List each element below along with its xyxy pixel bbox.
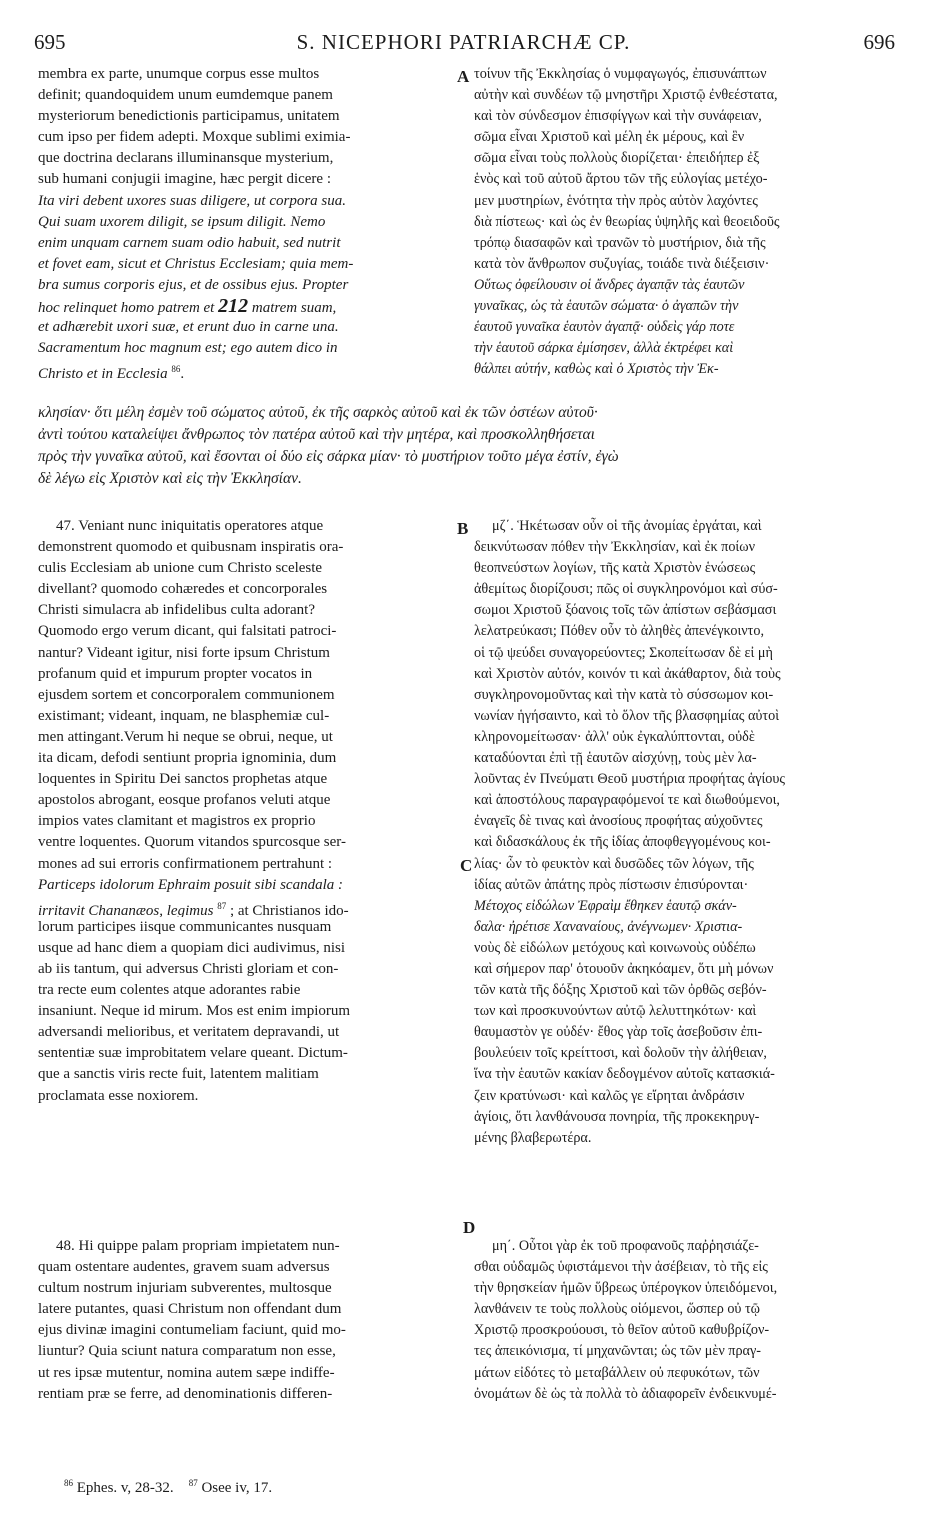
- page-header: [0, 30, 927, 60]
- text-line: Qui suam uxorem diligit, se ipsum diligit. Nemo: [38, 213, 326, 230]
- text-line: δεικνύτωσαν πόθεν τὴν Ἐκκλησίαν, καὶ ἐκ ποίων: [474, 539, 755, 556]
- marker-d: D: [463, 1218, 476, 1237]
- text-line: apostolos abrogant, eosque profanos veluti atque: [38, 792, 331, 809]
- footnote-86: Ephes. v, 28-32.: [76, 1480, 174, 1496]
- text-line: [38, 296, 453, 317]
- text-line: divellant? quomodo cohæredes et concorporales: [38, 581, 328, 598]
- text-line: et fovet eam, sicut et Christus Ecclesiam; quia mem-: [38, 255, 354, 272]
- text-line: μζ΄. Ἡκέτωσαν οὖν οἱ τῆς ἀνομίας ἐργάται, καὶ: [492, 518, 762, 534]
- text-line: τῶν κατὰ τῆς δόξης Χριστοῦ καὶ τῶν ὀρθῶς σεβόν-: [474, 982, 767, 999]
- text-line: liuntur? Quia sciunt natura comparatum non esse,: [38, 1343, 336, 1360]
- text-line: adversandi melioribus, et veritatem depravandi, ut: [38, 1024, 340, 1041]
- text-line: bra sumus corporis ejus, et de ossibus ejus. Propter: [38, 276, 349, 293]
- text-line: μένης βλαβερωτέρα.: [474, 1129, 592, 1146]
- footnote-ref: 87: [217, 900, 227, 911]
- text-line: Οὕτως ὀφείλουσιν οἱ ἄνδρες ἀγαπᾷν τὰς ἑαυτῶν: [474, 276, 745, 293]
- footnote-mark: 87: [188, 1478, 198, 1488]
- latin-column-section-47: [38, 516, 453, 1107]
- text-line: σῶμα εἶναι τοὺς πολλοὺς διορίζεται· ἐπειδήπερ ἐξ: [474, 150, 760, 167]
- text-line: men attingant.Verum hi neque se obrui, neque, ut: [38, 728, 333, 745]
- text-line: ejus divinæ imagini contumeliam faciunt, quid mo-: [38, 1322, 346, 1339]
- text-line: ἑαυτοῦ γυναῖκα ἑαυτὸν ἀγαπᾷ· οὐδεὶς γάρ ποτε: [474, 319, 735, 336]
- text-line: ὀνομάτων δὲ ὡς τὰ πολλὰ τὸ ἀδιαφορεῖν ἐνδεικνυμέ-: [474, 1385, 777, 1402]
- text-line: ejusdem sortem et concorporalem communionem: [38, 686, 335, 703]
- text-line: mysteriorum benedictionis participamus, unitatem: [38, 108, 340, 125]
- text-line: Quomodo ergo verum dicant, qui falsitati patroci-: [38, 623, 337, 640]
- text-line: definit; quandoquidem unum eumdemque panem: [38, 87, 333, 104]
- greek-quotation-fullwidth: [38, 402, 894, 490]
- text-line: σῶμα εἶναι Χριστοῦ καὶ μέλη ἐκ μέρους, καὶ ἓν: [474, 129, 745, 146]
- text-line: existimant; videant, inquam, ne blasphemiæ cul-: [38, 707, 330, 724]
- text-line: ἀντὶ τούτου καταλείψει ἄνθρωπος τὸν πατέρα αὐτοῦ καὶ τὴν μητέρα, καὶ προσκολληθήσεται: [38, 426, 595, 443]
- text-fragment: ; at Christianos ido-: [229, 902, 349, 917]
- text-line: proclamata esse noxiorem.: [38, 1087, 199, 1104]
- text-line: que a sanctis viris recte fuit, latentem malitiam: [38, 1066, 319, 1083]
- greek-column-section-47: [474, 516, 894, 1149]
- text-line: loquentes in Spiritu Dei sanctos prophetas atque: [38, 771, 328, 788]
- text-line: θάλπει αὐτήν, καθὼς καὶ ὁ Χριστὸς τὴν Ἐκ-: [474, 361, 719, 378]
- text-line: νοὺς δὲ εἰδώλων μετόχους καὶ κοινωνοὺς οὐδέπω: [474, 939, 756, 956]
- text-line: sub humani conjugii imagine, hæc pergit dicere :: [38, 171, 331, 188]
- text-line: que doctrina declarans illuminansque mysterium,: [38, 150, 334, 167]
- text-line: κλησίαν· ὅτι μέλη ἐσμὲν τοῦ σώματος αὐτοῦ, ἐκ τῆς σαρκὸς αὐτοῦ καὶ ἐκ τῶν ὀστέων αὐτοῦ·: [38, 404, 598, 421]
- text-line: οἱ τῷ ψεύδει συναγορεύοντες; Σκοπείτωσαν δὲ εἰ μὴ: [474, 644, 773, 661]
- footnote-mark: 86: [64, 1478, 73, 1488]
- text-line: κατὰ τὸν ἄνθρωπον συζυγίας, τοιάδε τινὰ διέξεισιν·: [474, 255, 770, 272]
- text-line: Christi simulacra ab infidelibus culta adorant?: [38, 602, 316, 619]
- text-line: usque ad hanc diem a quopiam dici audivimus, nisi: [38, 939, 346, 956]
- text-line: ut res ipsæ mutentur, nomina autem sæpe indiffe-: [38, 1364, 335, 1381]
- text-line: τρόπῳ διασαφῶν καὶ τρανῶν τὸ μυστήριον, διὰ τῆς: [474, 234, 766, 251]
- text-line: ab iis tantum, qui adversus Christi gloriam et con-: [38, 960, 339, 977]
- greek-column-section-48: [474, 1236, 894, 1405]
- text-line: λίας· ὧν τὸ φευκτὸν καὶ δυσῶδες τῶν λόγων, τῆς: [474, 855, 754, 872]
- text-line: σωμοι Χριστοῦ ξόανοις τοῖς τῶν ἀπίστων σεβάσμασι: [474, 602, 777, 619]
- text-line: τὴν ἑαυτοῦ σάρκα ἐμίσησεν, ἀλλὰ ἐκτρέφει καὶ: [474, 340, 734, 357]
- text-line: λοῦντας ἐν Πνεύματι Θεοῦ μυστήρια προφήτας ἁγίους: [474, 771, 786, 788]
- text-line: καὶ Χριστὸν αὐτόν, κοινόν τι καὶ ἀκάθαρτον, διὰ τοὺς: [474, 665, 781, 682]
- text-line: Μέτοχος εἰδώλων Ἐφραὶμ ἔθηκεν ἑαυτῷ σκάν-: [474, 897, 737, 914]
- text-line: ἁγίοις, ὅτι λανθάνουσα πονηρία, τῆς προκεκηρυγ-: [474, 1108, 760, 1125]
- text-line: ἀθεμίτως διορίζουσι; πῶς οἱ συγκληρονόμοι καὶ σύσ-: [474, 581, 778, 598]
- text-line: ἰδίας αὐτῶν ἀπάτης πρὸς πίστωσιν ἐπισύρονται·: [474, 876, 749, 893]
- text-line: latere putantes, quasi Christum non offendant dum: [38, 1301, 342, 1318]
- text-line: cultum nostrum injuriam subverentes, multosque: [38, 1280, 332, 1297]
- text-line: σθαι οὐδαμῶς ὑφιστάμενοι τὴν ἀσέβειαν, τὸ τῆς εἰς: [474, 1259, 768, 1276]
- column-number: 212: [218, 296, 249, 318]
- text-line: Sacramentum hoc magnum est; ego autem dico in: [38, 340, 338, 357]
- text-line: membra ex parte, unumque corpus esse multos: [38, 66, 320, 82]
- text-line: αὐτὴν καὶ συνδέων τῷ μνηστῆρι Χριστῷ ἐνθεέστατα,: [474, 87, 778, 104]
- text-line: λανθάνειν τε τοὺς πολλοὺς οἰόμενοι, ὥσπερ οὐ τῷ: [474, 1301, 761, 1318]
- text-fragment: matrem suam,: [251, 300, 337, 317]
- footnote-87: Osee iv, 17.: [201, 1480, 273, 1496]
- text-line: mones ad sui erroris confirmationem pertrahunt :: [38, 855, 333, 872]
- text-line: λελατρεύκασι; Πόθεν οὖν τὸ ἀληθὲς ἀπενέγκοιντο,: [474, 623, 765, 640]
- text-line: ita dicam, defodi sentiunt propria ignominia, dum: [38, 750, 337, 767]
- text-line: cum ipso per fidem adepti. Moxque sublimi eximia-: [38, 129, 351, 146]
- text-line: impios vates clamitant et magistros ex proprio: [38, 813, 316, 830]
- marker-c: C: [460, 856, 473, 875]
- footnotes: [64, 1478, 272, 1497]
- text-line: et adhærebit uxori suæ, et erunt duo in carne una.: [38, 319, 339, 336]
- text-line: ventre loquentes. Quorum vitandos spurcosque ser-: [38, 834, 346, 851]
- text-line: τὴν θρησκείαν ἡμῶν ὕβρεως ὑπέρογκον ὑπειδόμενοι,: [474, 1280, 778, 1297]
- text-line: 48. Hi quippe palam propriam impietatem nun-: [56, 1238, 340, 1254]
- text-line: 47. Veniant nunc iniquitatis operatores atque: [56, 518, 324, 534]
- page-number-left: 695: [34, 30, 66, 54]
- text-line: nantur? Videant igitur, nisi forte ipsum Christum: [38, 644, 330, 661]
- text-line: ἑνὸς καὶ τοῦ αὐτοῦ ἄρτου τῶν τῆς εὐλογίας μετέχο-: [474, 171, 768, 188]
- text-line: Χριστῷ προσκρούουσι, τὸ θεῖον αὐτοῦ καθυβρίζον-: [474, 1322, 770, 1339]
- marker-a: A: [457, 67, 470, 86]
- text-line: ἵνα τὴν ἑαυτῶν κακίαν δεδογμένον αὐτοῖς κατασκιά-: [474, 1066, 775, 1083]
- text-line: γυναῖκας, ὡς τὰ ἑαυτῶν σώματα· ὁ ἀγαπῶν τὴν: [474, 298, 739, 315]
- latin-column-block-1: [38, 64, 453, 380]
- text-line: θεοπνεύστων λογίων, τῆς κατὰ Χριστὸν ἑνώσεως: [474, 560, 756, 577]
- text-line: lorum participes iisque communicantes nusquam: [38, 918, 332, 935]
- text-line: ζειν κρατύνωσι· καὶ καλῶς γε εἴρηται ἀνδράσιν: [474, 1087, 745, 1104]
- text-line: καὶ διδασκάλους ἐκ τῆς ἰδίας ἀποφθεγγομένους κοι-: [474, 834, 771, 851]
- text-line: καταδύονται ἐπὶ τῇ ἑαυτῶν αἰσχύνῃ, τοὺς μὲν λα-: [474, 750, 757, 767]
- footnote-ref: 86: [171, 364, 181, 375]
- text-line: enim unquam carnem suam odio habuit, sed nutrit: [38, 234, 341, 251]
- text-line: tra recte eum colentes atque adorantes rabie: [38, 982, 301, 999]
- text-line: Christo et in Ecclesia $^{86}$.: [38, 364, 185, 381]
- text-line: των καὶ προσκυνούντων αὐτῷ λελυττηκότων· καὶ: [474, 1003, 757, 1020]
- text-fragment: hoc relinquet homo patrem et: [38, 300, 215, 317]
- text-line: μάτων εἰδότες τὸ μεταβάλλειν οὐ πεφυκότων, τῶν: [474, 1364, 760, 1381]
- text-line: βουλεύειν τοῖς κρείττοσι, καὶ δολοῦν τὴν ἀλήθειαν,: [474, 1045, 767, 1062]
- text-line: νωνίαν ἡγήσαιντο, καὶ τὸ ὅλον τῆς βλασφημίας αὐτοὶ: [474, 707, 780, 724]
- text-line: ἐναγεῖς δὲ τινας καὶ ἀνοσίους προφήτας αὐχοῦντες: [474, 813, 763, 830]
- text-line: καὶ ἀποστόλους παραγραφόμενοί τε καὶ διωθούμενοι,: [474, 792, 780, 809]
- greek-column-block-1: [474, 64, 894, 380]
- text-line: καὶ σήμερον παρ' ὁτουοῦν ἀκηκόαμεν, ὅτι μὴ μόνων: [474, 960, 774, 977]
- latin-column-section-48: [38, 1236, 453, 1405]
- text-line: [38, 896, 453, 917]
- text-line: διὰ πίστεως· καὶ ὡς ἐν θεωρίας ὑψηλῆς καὶ θεοειδοῦς: [474, 213, 780, 230]
- text-line: insaniunt. Neque id mirum. Mos est enim impiorum: [38, 1003, 351, 1020]
- text-line: δαλα· ἠρέτισε Χαναναίους, ἀνέγνωμεν· Χριστια-: [474, 918, 743, 935]
- text-fragment: irritavit Chananæos, legimus: [38, 902, 214, 917]
- text-line: Particeps idolorum Ephraim posuit sibi scandala :: [38, 876, 343, 893]
- text-line: quam ostentare audentes, gravem suam adversus: [38, 1259, 330, 1276]
- text-line: rentiam præ se ferre, ad denominationis differen-: [38, 1385, 333, 1402]
- text-line: κληρονομείτωσαν· ἀλλ' οὐκ ἐγκαλύπτονται, οὐδὲ: [474, 728, 755, 745]
- text-fragment: Christo et in Ecclesia: [38, 366, 168, 381]
- running-title: S. NICEPHORI PATRIARCHÆ CP.: [296, 30, 631, 54]
- text-line: demonstrent quomodo et quibusnam inspiratis ora-: [38, 539, 344, 556]
- text-line: profanum quid et impurum propter vocatos in: [38, 665, 313, 682]
- marker-b: B: [457, 519, 469, 538]
- text-line: συγκληρονομοῦντας καὶ τὴν κατὰ τὸ σύσσωμον κοι-: [474, 686, 774, 703]
- text-line: καὶ τὸν σύνδεσμον ἐπισφίγγων καὶ τὴν συνάφειαν,: [474, 108, 762, 125]
- page-number-right: 696: [863, 30, 895, 54]
- text-line: μη΄. Οὗτοι γὰρ ἐκ τοῦ προφανοῦς παῤῥησιάζε-: [492, 1238, 759, 1254]
- text-line: μεν μυστηρίων, ἑνότητα τὴν πρὸς αὐτὸν λαχόντες: [474, 192, 758, 209]
- text-line: τοίνυν τῆς Ἐκκλησίας ὁ νυμφαγωγός, ἐπισυνάπτων: [474, 66, 767, 82]
- text-line: Ita viri debent uxores suas diligere, ut corpora sua.: [38, 192, 347, 209]
- text-line: sententiæ suæ improbitatem velare queant. Dictum-: [38, 1045, 348, 1062]
- text-line: πρὸς τὴν γυναῖκα αὐτοῦ, καὶ ἔσονται οἱ δύο εἰς σάρκα μίαν· τὸ μυστήριον τοῦτο μέγα ἐστίν, ἐγὼ: [38, 448, 619, 465]
- text-line: δὲ λέγω εἰς Χριστὸν καὶ εἰς τὴν Ἐκκλησίαν.: [38, 470, 302, 487]
- text-line: culis Ecclesiam ab unione cum Christo sceleste: [38, 560, 323, 577]
- text-line: τες ἀπεικόνισμα, τί μηχανῶνται; ὡς τῶν μὲν πραγ-: [474, 1343, 761, 1360]
- text-line: θαυμαστὸν γε οὐδέν· ἔθος γὰρ τοῖς ἀσεβοῦσιν ἐπι-: [474, 1024, 763, 1041]
